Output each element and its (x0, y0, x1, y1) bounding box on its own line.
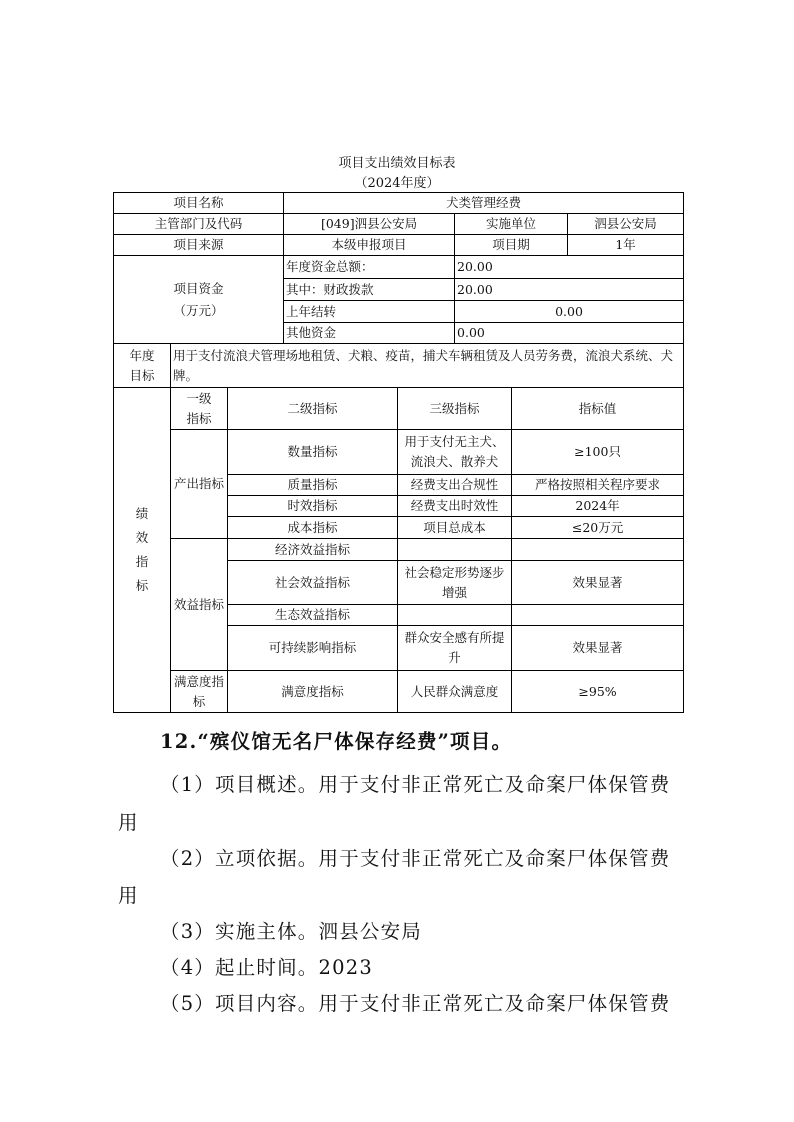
satisfaction-value: ≥95% (512, 671, 684, 713)
sustainable-impact-label: 可持续影响指标 (228, 626, 398, 671)
ecological-value (512, 605, 684, 626)
quality-indicator-label: 质量指标 (228, 475, 398, 496)
perf-char-2: 效 (135, 530, 149, 545)
fund-label (114, 256, 284, 344)
header-value: 指标值 (512, 388, 684, 430)
fund-label-line1: 项目资金 (173, 280, 224, 296)
output-indicator-label: 产出指标 (171, 430, 228, 539)
paragraph-4: （4）起止时间。2023 (160, 956, 373, 979)
quantity-level3: 用于支付无主犬、流浪犬、散养犬 (398, 430, 512, 475)
header-level1-line1: 一级 (186, 390, 212, 406)
impl-value: 泗县公安局 (568, 214, 684, 235)
economic-level3 (398, 539, 512, 561)
quality-value: 严格按照相关程序要求 (512, 475, 684, 496)
fund-fiscal-label: 其中：财政拨款 (284, 279, 455, 301)
timeliness-level3: 经费支出时效性 (398, 496, 512, 517)
fund-total-label: 年度资金总额： (284, 256, 455, 279)
economic-value (512, 539, 684, 561)
fund-other-value: 0.00 (455, 323, 684, 344)
sustainable-level3: 群众安全感有所提升 (398, 626, 512, 671)
social-benefit-label: 社会效益指标 (228, 561, 398, 605)
section-heading: 12.“殡仪馆无名尸体保存经费”项目。 (160, 730, 513, 753)
economic-benefit-label: 经济效益指标 (228, 539, 398, 561)
paragraph-3: （3）实施主体。泗县公安局 (160, 920, 423, 943)
quality-level3: 经费支出合规性 (398, 475, 512, 496)
dept-label: 主管部门及代码 (114, 214, 284, 235)
perf-char-4: 标 (135, 578, 149, 593)
header-level2: 二级指标 (228, 388, 398, 430)
fund-other-label: 其他资金 (284, 323, 455, 344)
paragraph-1-line2: 用 (118, 811, 139, 834)
cost-value: ≤20万元 (512, 517, 684, 539)
source-value: 本级申报项目 (284, 235, 455, 256)
ecological-level3 (398, 605, 512, 626)
satisfaction-level3: 人民群众满意度 (398, 671, 512, 713)
project-name-label: 项目名称 (114, 193, 284, 214)
paragraph-2-line2: 用 (118, 884, 139, 907)
fund-label-line2: （万元） (173, 302, 224, 318)
paragraph-5: （5）项目内容。用于支付非正常死亡及命案尸体保管费 (160, 992, 671, 1015)
document-subtitle: （2024年度） (354, 176, 440, 191)
annual-goal-text: 用于支付流浪犬管理场地租赁、犬粮、疫苗，捕犬车辆租赁及人员劳务费，流浪犬系统、犬牌。 (171, 344, 684, 388)
source-label: 项目来源 (114, 235, 284, 256)
benefit-indicator-label: 效益指标 (171, 539, 228, 671)
social-level3: 社会稳定形势逐步增强 (398, 561, 512, 605)
project-name-value: 犬类管理经费 (284, 193, 684, 214)
header-level1-line2: 指标 (186, 410, 212, 426)
document-title: 项目支出绩效目标表 (338, 156, 456, 171)
sustainable-value: 效果显著 (512, 626, 684, 671)
paragraph-1-line1: （1）项目概述。用于支付非正常死亡及命案尸体保管费 (160, 773, 671, 796)
quantity-value: ≥100只 (512, 430, 684, 475)
social-value: 效果显著 (512, 561, 684, 605)
paragraph-2-line1: （2）立项依据。用于支付非正常死亡及命案尸体保管费 (160, 847, 671, 870)
cost-level3: 项目总成本 (398, 517, 512, 539)
header-level3: 三级指标 (398, 388, 512, 430)
timeliness-value: 2024年 (512, 496, 684, 517)
annual-goal-label-line1: 年度 (129, 347, 155, 363)
fund-fiscal-value: 20.00 (455, 279, 684, 301)
impl-label: 实施单位 (455, 214, 568, 235)
annual-goal-label (114, 344, 171, 388)
fund-carry-label: 上年结转 (284, 301, 455, 323)
fund-total-value: 20.00 (455, 256, 684, 279)
perf-char-3: 指 (135, 554, 149, 569)
quantity-indicator-label: 数量指标 (228, 430, 398, 475)
period-label: 项目期 (455, 235, 568, 256)
fund-carry-value: 0.00 (455, 301, 684, 323)
annual-goal-label-line2: 目标 (129, 367, 155, 383)
perf-char-1: 绩 (135, 506, 149, 521)
cost-indicator-label: 成本指标 (228, 517, 398, 539)
header-level1 (171, 388, 228, 430)
timeliness-indicator-label: 时效指标 (228, 496, 398, 517)
satisfaction-level1: 满意度指标 (171, 671, 228, 713)
ecological-benefit-label: 生态效益指标 (228, 605, 398, 626)
period-value: 1年 (568, 235, 684, 256)
satisfaction-level2: 满意度指标 (228, 671, 398, 713)
performance-target-table (113, 192, 684, 713)
dept-value: [049]泗县公安局 (284, 214, 455, 235)
performance-indicator-label (114, 388, 171, 713)
